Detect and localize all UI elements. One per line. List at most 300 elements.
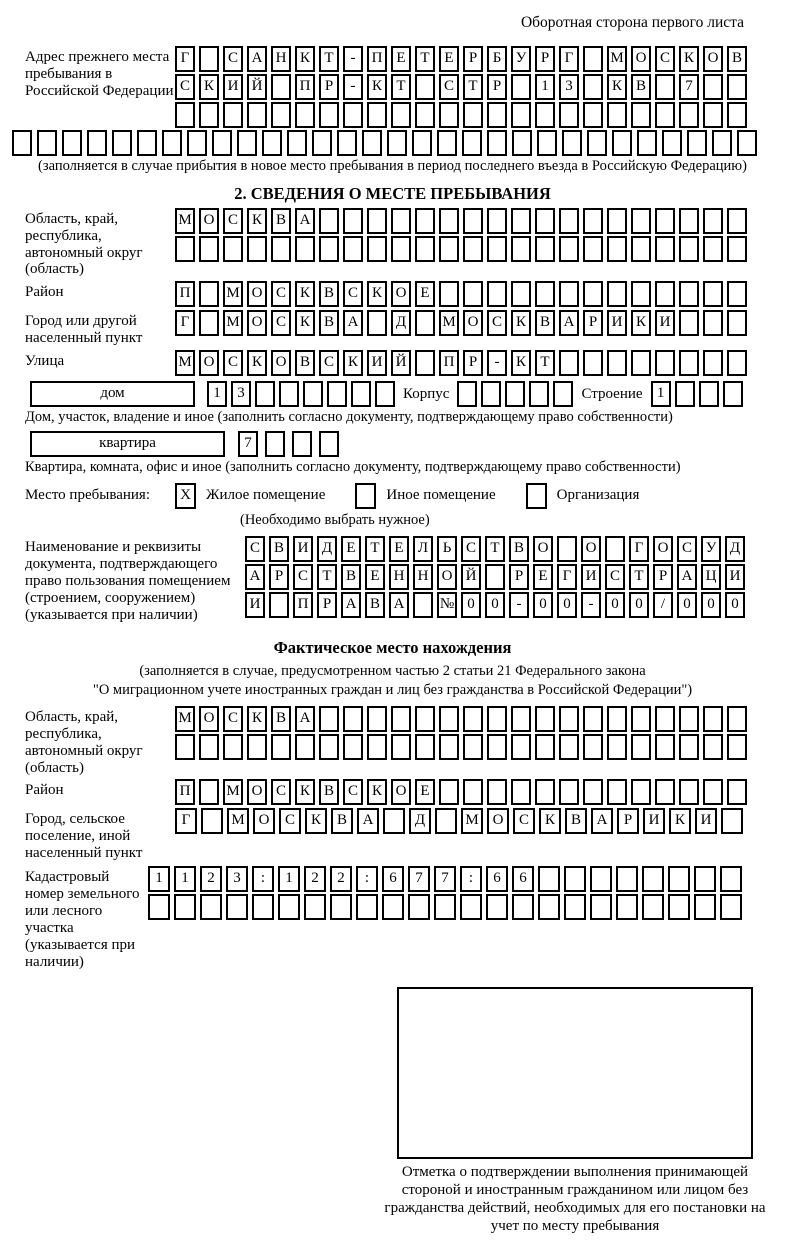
char-cell: : bbox=[252, 866, 274, 892]
char-cell bbox=[607, 281, 627, 307]
char-cell: Т bbox=[365, 536, 385, 562]
char-cell bbox=[187, 130, 207, 156]
dom-row bbox=[30, 381, 760, 407]
char-cell bbox=[703, 734, 723, 760]
char-cell bbox=[485, 564, 505, 590]
char-cell: В bbox=[727, 46, 747, 72]
char-cell: Р bbox=[269, 564, 289, 590]
char-cell bbox=[559, 734, 579, 760]
char-cell bbox=[655, 350, 675, 376]
char-cell bbox=[631, 236, 651, 262]
char-cell: О bbox=[487, 808, 509, 834]
char-cell: С bbox=[655, 46, 675, 72]
char-cell: К bbox=[247, 208, 267, 234]
char-cell bbox=[553, 381, 573, 407]
ulitsa-label: Улица bbox=[25, 353, 65, 370]
char-cell bbox=[583, 350, 603, 376]
char-cell bbox=[583, 706, 603, 732]
char-cell: П bbox=[295, 74, 315, 100]
char-cell bbox=[435, 808, 457, 834]
char-cell: А bbox=[591, 808, 613, 834]
char-cell bbox=[262, 130, 282, 156]
char-cell bbox=[679, 281, 699, 307]
char-cell bbox=[559, 706, 579, 732]
char-cell: Н bbox=[413, 564, 433, 590]
char-cell: 0 bbox=[461, 592, 481, 618]
char-cell bbox=[463, 102, 483, 128]
char-cell: В bbox=[341, 564, 361, 590]
char-cell: 1 bbox=[207, 381, 227, 407]
char-cell: 3 bbox=[231, 381, 251, 407]
char-cell bbox=[148, 894, 170, 920]
char-cell bbox=[223, 102, 243, 128]
char-cell bbox=[175, 236, 195, 262]
char-cell bbox=[312, 130, 332, 156]
char-cell: 7 bbox=[679, 74, 699, 100]
char-cell: К bbox=[367, 779, 387, 805]
char-cell bbox=[391, 102, 411, 128]
char-cell bbox=[668, 866, 690, 892]
char-cell: Т bbox=[485, 536, 505, 562]
char-cell: О bbox=[533, 536, 553, 562]
char-cell: Т bbox=[317, 564, 337, 590]
fact-oblast-field bbox=[25, 706, 760, 777]
char-cell bbox=[511, 208, 531, 234]
char-cell: Е bbox=[415, 281, 435, 307]
char-cell bbox=[655, 208, 675, 234]
char-cell bbox=[559, 236, 579, 262]
char-cell bbox=[562, 130, 582, 156]
char-cell: К bbox=[679, 46, 699, 72]
char-cell bbox=[460, 894, 482, 920]
char-cell: Е bbox=[365, 564, 385, 590]
checkbox-zhiloe: X bbox=[175, 483, 196, 509]
char-cell: В bbox=[319, 310, 339, 336]
char-cell bbox=[463, 779, 483, 805]
char-cell bbox=[631, 779, 651, 805]
char-cell bbox=[463, 236, 483, 262]
char-cell bbox=[679, 734, 699, 760]
char-cell bbox=[437, 130, 457, 156]
char-cell bbox=[631, 102, 651, 128]
char-cell bbox=[679, 208, 699, 234]
char-cell: / bbox=[653, 592, 673, 618]
char-cell bbox=[559, 350, 579, 376]
char-cell bbox=[727, 734, 747, 760]
char-cell: М bbox=[175, 706, 195, 732]
char-cell bbox=[413, 592, 433, 618]
fact-raion-label: Район bbox=[25, 782, 64, 799]
char-cell bbox=[720, 866, 742, 892]
char-cell bbox=[271, 734, 291, 760]
char-cell: Н bbox=[271, 46, 291, 72]
char-cell bbox=[330, 894, 352, 920]
char-cell bbox=[439, 281, 459, 307]
char-cell bbox=[535, 734, 555, 760]
char-cell: Й bbox=[247, 74, 267, 100]
char-cell bbox=[642, 894, 664, 920]
char-cell bbox=[511, 74, 531, 100]
char-cell: С bbox=[271, 310, 291, 336]
char-cell: М bbox=[175, 208, 195, 234]
char-cell: К bbox=[607, 74, 627, 100]
char-cell: 0 bbox=[557, 592, 577, 618]
char-cell bbox=[727, 281, 747, 307]
char-cell bbox=[383, 808, 405, 834]
oblast-label: Область, край, республика, автономный округ (область) bbox=[25, 210, 143, 278]
char-cell: К bbox=[295, 281, 315, 307]
kvartira-box: квартира bbox=[30, 431, 225, 457]
char-cell bbox=[631, 706, 651, 732]
char-cell: О bbox=[463, 310, 483, 336]
char-cell bbox=[112, 130, 132, 156]
fact-title: Фактическое место нахождения bbox=[273, 638, 512, 657]
char-cell: С bbox=[461, 536, 481, 562]
char-cell bbox=[367, 734, 387, 760]
char-cell bbox=[642, 866, 664, 892]
char-cell bbox=[199, 310, 219, 336]
char-cell: - bbox=[343, 46, 363, 72]
char-cell: Р bbox=[509, 564, 529, 590]
char-cell: Г bbox=[629, 536, 649, 562]
char-cell: С bbox=[293, 564, 313, 590]
char-cell: 6 bbox=[382, 866, 404, 892]
char-cell: А bbox=[357, 808, 379, 834]
char-cell bbox=[319, 734, 339, 760]
char-cell-row bbox=[175, 808, 743, 834]
char-cell: С bbox=[677, 536, 697, 562]
char-cell: Т bbox=[391, 74, 411, 100]
char-cell-row bbox=[175, 208, 747, 234]
char-cell: В bbox=[631, 74, 651, 100]
char-cell: Т bbox=[463, 74, 483, 100]
char-cell: О bbox=[253, 808, 275, 834]
char-cell bbox=[415, 706, 435, 732]
char-cell bbox=[247, 102, 267, 128]
char-cell bbox=[303, 381, 323, 407]
stamp-note: Отметка о подтверждении выполнения принимающей стороной и иностранным гражданином или лицом без гражданства действий, необходимых для его постановки на учет по месту пребывания bbox=[384, 1163, 766, 1234]
char-cell: Д bbox=[409, 808, 431, 834]
char-cell bbox=[590, 866, 612, 892]
char-cell bbox=[337, 130, 357, 156]
char-cell bbox=[511, 706, 531, 732]
char-cell: Т bbox=[415, 46, 435, 72]
mesto-label: Место пребывания: bbox=[25, 487, 150, 504]
char-cell: В bbox=[509, 536, 529, 562]
char-cell bbox=[607, 208, 627, 234]
char-cell bbox=[583, 208, 603, 234]
char-cell: Р bbox=[317, 592, 337, 618]
char-cell: П bbox=[439, 350, 459, 376]
char-cell: О bbox=[247, 281, 267, 307]
char-cell bbox=[463, 706, 483, 732]
char-cell: О bbox=[247, 310, 267, 336]
char-cell bbox=[269, 592, 289, 618]
char-cell-row bbox=[238, 431, 339, 457]
char-cell: С bbox=[271, 779, 291, 805]
fact-note-line2: "О миграционном учете иностранных граждан и лиц без гражданства в Российской Федерации") bbox=[92, 681, 693, 698]
ulitsa-field bbox=[25, 350, 760, 376]
char-cell: Р bbox=[463, 350, 483, 376]
char-cell-row bbox=[245, 536, 745, 562]
char-cell bbox=[679, 350, 699, 376]
char-cell bbox=[538, 894, 560, 920]
char-cell: И bbox=[695, 808, 717, 834]
char-cell bbox=[557, 536, 577, 562]
char-cell bbox=[295, 236, 315, 262]
char-cell bbox=[631, 208, 651, 234]
char-cell: А bbox=[245, 564, 265, 590]
char-cell bbox=[319, 208, 339, 234]
char-cell: К bbox=[199, 74, 219, 100]
gorod-label: Город или другой населенный пункт bbox=[25, 313, 143, 347]
char-cell bbox=[694, 866, 716, 892]
char-cell: И bbox=[223, 74, 243, 100]
char-cell-row bbox=[175, 779, 747, 805]
char-cell: О bbox=[271, 350, 291, 376]
char-cell bbox=[487, 706, 507, 732]
char-cell: М bbox=[439, 310, 459, 336]
char-cell: Е bbox=[415, 779, 435, 805]
char-cell: Д bbox=[317, 536, 337, 562]
char-cell: В bbox=[331, 808, 353, 834]
char-cell bbox=[295, 734, 315, 760]
fact-raion-field bbox=[25, 779, 760, 805]
char-cell bbox=[367, 102, 387, 128]
char-cell bbox=[415, 236, 435, 262]
char-cell: Р bbox=[463, 46, 483, 72]
char-cell: В bbox=[535, 310, 555, 336]
char-cell bbox=[587, 130, 607, 156]
char-cell: Л bbox=[413, 536, 433, 562]
prev-address-rows bbox=[175, 46, 747, 128]
char-cell: 7 bbox=[238, 431, 258, 457]
char-cell bbox=[703, 74, 723, 100]
char-cell: Г bbox=[559, 46, 579, 72]
char-cell bbox=[703, 310, 723, 336]
char-cell: А bbox=[343, 310, 363, 336]
char-cell: А bbox=[341, 592, 361, 618]
char-cell bbox=[512, 130, 532, 156]
char-cell bbox=[607, 706, 627, 732]
char-cell: М bbox=[227, 808, 249, 834]
char-cell: И bbox=[725, 564, 745, 590]
char-cell: С bbox=[439, 74, 459, 100]
char-cell bbox=[201, 808, 223, 834]
char-cell bbox=[367, 236, 387, 262]
char-cell: С bbox=[175, 74, 195, 100]
char-cell bbox=[391, 734, 411, 760]
char-cell bbox=[564, 894, 586, 920]
char-cell bbox=[703, 350, 723, 376]
char-cell bbox=[655, 734, 675, 760]
char-cell: В bbox=[269, 536, 289, 562]
char-cell bbox=[367, 706, 387, 732]
char-cell: И bbox=[293, 536, 313, 562]
char-cell: Р bbox=[487, 74, 507, 100]
fact-gorod-field bbox=[25, 808, 760, 862]
char-cell bbox=[319, 102, 339, 128]
char-cell bbox=[391, 706, 411, 732]
oblast-field bbox=[25, 208, 760, 279]
char-cell: Б bbox=[487, 46, 507, 72]
doc-field bbox=[25, 536, 760, 624]
char-cell: 6 bbox=[512, 866, 534, 892]
char-cell bbox=[583, 236, 603, 262]
char-cell bbox=[327, 381, 347, 407]
char-cell bbox=[631, 281, 651, 307]
char-cell: 2 bbox=[304, 866, 326, 892]
korpus-label: Корпус bbox=[403, 386, 450, 403]
char-cell bbox=[295, 102, 315, 128]
char-cell: 1 bbox=[174, 866, 196, 892]
char-cell: К bbox=[669, 808, 691, 834]
char-cell-row bbox=[457, 381, 573, 407]
char-cell: А bbox=[295, 208, 315, 234]
char-cell bbox=[343, 706, 363, 732]
char-cell: С bbox=[223, 46, 243, 72]
char-cell bbox=[271, 236, 291, 262]
char-cell: А bbox=[677, 564, 697, 590]
char-cell bbox=[703, 102, 723, 128]
char-cell bbox=[487, 734, 507, 760]
char-cell-row bbox=[207, 381, 395, 407]
char-cell: О bbox=[199, 208, 219, 234]
char-cell bbox=[564, 866, 586, 892]
kvartira-row bbox=[30, 431, 760, 457]
char-cell bbox=[538, 866, 560, 892]
char-cell: У bbox=[511, 46, 531, 72]
char-cell bbox=[439, 236, 459, 262]
char-cell bbox=[487, 102, 507, 128]
char-cell: 0 bbox=[605, 592, 625, 618]
char-cell bbox=[694, 894, 716, 920]
fact-note-line1: (заполняется в случае, предусмотренном частью 2 статьи 21 Федерального закона bbox=[139, 663, 646, 679]
char-cell: Г bbox=[175, 310, 195, 336]
char-cell bbox=[367, 310, 387, 336]
char-cell bbox=[727, 102, 747, 128]
char-cell bbox=[583, 74, 603, 100]
char-cell bbox=[583, 281, 603, 307]
char-cell bbox=[637, 130, 657, 156]
char-cell bbox=[511, 236, 531, 262]
char-cell bbox=[343, 208, 363, 234]
char-cell: 2 bbox=[200, 866, 222, 892]
char-cell bbox=[559, 208, 579, 234]
char-cell bbox=[723, 381, 743, 407]
char-cell: О bbox=[247, 779, 267, 805]
char-cell: Й bbox=[391, 350, 411, 376]
char-cell-row bbox=[175, 281, 747, 307]
char-cell: О bbox=[703, 46, 723, 72]
char-cell: 1 bbox=[535, 74, 555, 100]
char-cell: Й bbox=[461, 564, 481, 590]
char-cell: Р bbox=[653, 564, 673, 590]
char-cell: 2 bbox=[330, 866, 352, 892]
char-cell-row-fullwidth bbox=[12, 130, 760, 156]
char-cell bbox=[727, 350, 747, 376]
char-cell bbox=[137, 130, 157, 156]
char-cell: П bbox=[367, 46, 387, 72]
char-cell bbox=[487, 236, 507, 262]
char-cell bbox=[271, 102, 291, 128]
char-cell bbox=[703, 706, 723, 732]
char-cell bbox=[343, 102, 363, 128]
char-cell: М bbox=[223, 779, 243, 805]
char-cell: 3 bbox=[559, 74, 579, 100]
char-cell bbox=[727, 236, 747, 262]
char-cell bbox=[319, 431, 339, 457]
char-cell-row bbox=[175, 350, 747, 376]
char-cell: А bbox=[247, 46, 267, 72]
char-cell: О bbox=[631, 46, 651, 72]
char-cell bbox=[415, 310, 435, 336]
char-cell bbox=[607, 236, 627, 262]
char-cell bbox=[62, 130, 82, 156]
char-cell bbox=[434, 894, 456, 920]
char-cell: 1 bbox=[651, 381, 671, 407]
char-cell: Д bbox=[391, 310, 411, 336]
char-cell: М bbox=[607, 46, 627, 72]
char-cell: И bbox=[655, 310, 675, 336]
kvartira-note: Квартира, комната, офис и иное (заполнить согласно документу, подтверждающему право собственности) bbox=[25, 458, 681, 475]
char-cell: О bbox=[199, 706, 219, 732]
char-cell: Ь bbox=[437, 536, 457, 562]
char-cell bbox=[583, 46, 603, 72]
dom-box: дом bbox=[30, 381, 195, 407]
char-cell: М bbox=[461, 808, 483, 834]
char-cell: О bbox=[437, 564, 457, 590]
char-cell: Т bbox=[629, 564, 649, 590]
char-cell bbox=[304, 894, 326, 920]
char-cell bbox=[362, 130, 382, 156]
char-cell: К bbox=[511, 310, 531, 336]
char-cell-row bbox=[245, 592, 745, 618]
char-cell bbox=[583, 102, 603, 128]
char-cell: Е bbox=[533, 564, 553, 590]
char-cell bbox=[655, 102, 675, 128]
char-cell: А bbox=[389, 592, 409, 618]
raion-field bbox=[25, 281, 760, 307]
char-cell bbox=[415, 102, 435, 128]
char-cell bbox=[679, 779, 699, 805]
char-cell: 7 bbox=[408, 866, 430, 892]
char-cell: К bbox=[631, 310, 651, 336]
char-cell bbox=[703, 779, 723, 805]
char-cell bbox=[590, 894, 612, 920]
char-cell: Р bbox=[535, 46, 555, 72]
char-cell-row bbox=[651, 381, 743, 407]
char-cell: К bbox=[295, 779, 315, 805]
char-cell bbox=[199, 102, 219, 128]
char-cell bbox=[535, 779, 555, 805]
char-cell bbox=[212, 130, 232, 156]
char-cell: С bbox=[513, 808, 535, 834]
prev-address-field bbox=[25, 46, 760, 128]
char-cell: Р bbox=[319, 74, 339, 100]
char-cell-row bbox=[175, 46, 747, 72]
mesto-note: (Необходимо выбрать нужное) bbox=[240, 511, 430, 528]
char-cell: Д bbox=[725, 536, 745, 562]
char-cell bbox=[737, 130, 757, 156]
char-cell bbox=[162, 130, 182, 156]
char-cell: Т bbox=[535, 350, 555, 376]
char-cell bbox=[703, 281, 723, 307]
char-cell: О bbox=[653, 536, 673, 562]
char-cell bbox=[607, 350, 627, 376]
fact-gorod-label: Город, сельское поселение, иной населенный пункт bbox=[25, 811, 143, 862]
char-cell bbox=[412, 130, 432, 156]
